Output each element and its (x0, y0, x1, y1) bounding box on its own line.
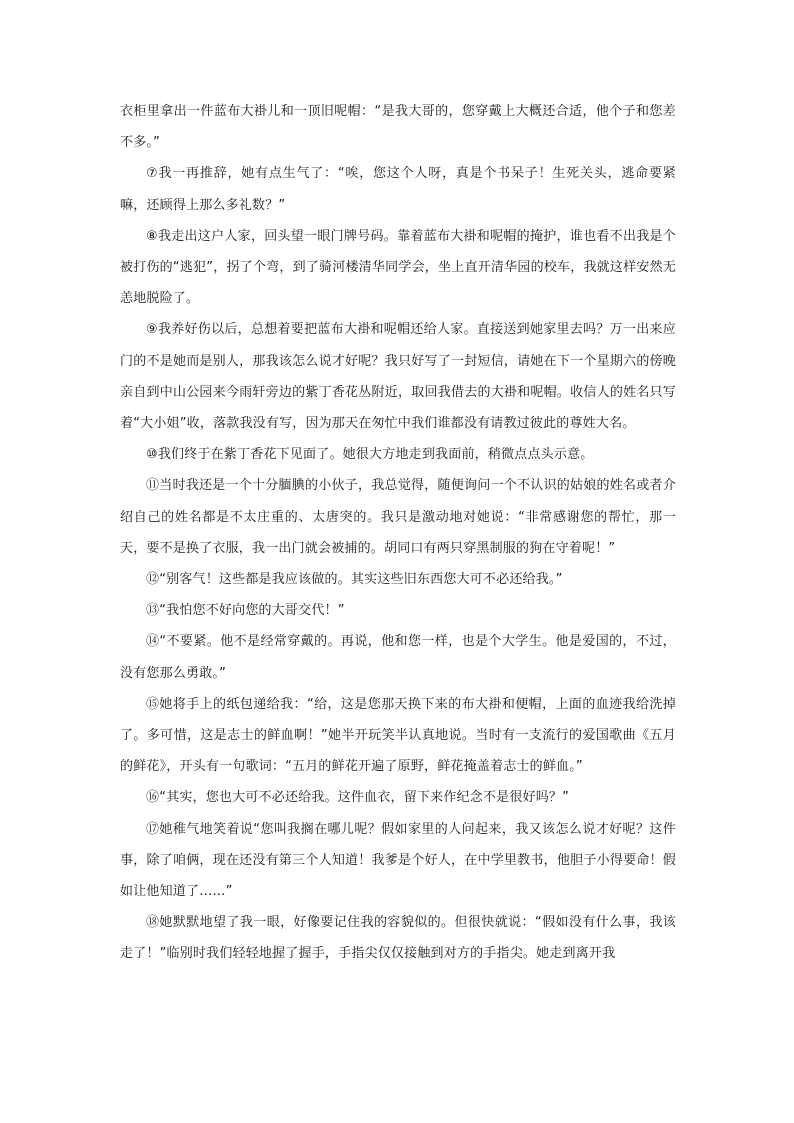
paragraph-14: ⑭“不要紧。他不是经常穿戴的。再说，他和您一样，也是个大学生。他是爱国的，不过，没有您那么勇敢。” (120, 634, 676, 681)
paragraph-12: ⑫“别客气！这些都是我应该做的。其实这些旧东西您大可不必还给我。” (146, 572, 563, 588)
paragraph-18: ⑱她默默地望了我一眼，好像要记住我的容貌似的。但很快就说：“假如没有什么事，我该走了！”临别时我们轻轻地握了握手，手指尖仅仅接触到对方的手指尖。她走到离开我 (120, 915, 676, 962)
paragraph-7: ⑦我一再推辞，她有点生气了：“唉，您这个人呀，真是个书呆子！生死关头，逃命要紧嘛，还顾得上那么多礼数？” (120, 166, 676, 213)
paragraph-continuation: 衣柜里拿出一件蓝布大褂儿和一顶旧呢帽：“是我大哥的，您穿戴上大概还合适，他个子和您差不多。” (120, 104, 676, 151)
paragraph-16: ⑯“其实，您也大可不必还给我。这件血衣，留下来作纪念不是很好吗？” (146, 790, 570, 806)
paragraph-15: ⑮她将手上的纸包递给我：“给，这是您那天换下来的布大褂和便帽，上面的血迹我给洗掉了。多可惜，这是志士的鲜血啊！”她半开玩笑半认真地说。当时有一支流行的爱国歌曲《五月的鲜花》，开头有一句歌词：“五月的鲜花开遍了原野，鲜花掩盖着志士的鲜血。” (120, 696, 676, 775)
paragraph-13: ⑬“我怕您不好向您的大哥交代！” (146, 603, 345, 619)
paragraph-9: ⑨我养好伤以后，总想着要把蓝布大褂和呢帽还给人家。直接送到她家里去吗？万一出来应门的不是她而是别人，那我该怎么说才好呢？我只好写了一封短信，请她在下一个星期六的傍晚亲自到中山公园来今雨轩旁边的紫丁香花丛附近，取回我借去的大褂和呢帽。收信人的姓名只写着“大小姐”收，落款我没有写，因为那天在匆忙中我们谁都没有请教过彼此的尊姓大名。 (120, 322, 676, 432)
paragraph-8: ⑧我走出这户人家，回头望一眼门牌号码。靠着蓝布大褂和呢帽的掩护，谁也看不出我是个被打伤的“逃犯”，拐了个弯，到了骑河楼清华同学会，坐上直开清华园的校车，我就这样安然无恙地脱险了。 (120, 228, 676, 307)
paragraph-11: ⑪当时我还是一个十分腼腆的小伙子，我总觉得，随便询问一个不认识的姑娘的姓名或者介绍自己的姓名都是不太庄重的、太唐突的。我只是激动地对她说：“非常感谢您的帮忙，那一天，要不是换了衣服，我一出门就会被捕的。胡同口有两只穿黑制服的狗在守着呢！” (120, 478, 676, 556)
paragraph-10: ⑩我们终于在紫丁香花下见面了。她很大方地走到我面前，稍微点点头示意。 (146, 447, 594, 463)
paragraph-17: ⑰她稚气地笑着说“您叫我搁在哪儿呢？假如家里的人问起来，我又该怎么说才好呢？这件事，除了咱俩，现在还没有第三个人知道！我爹是个好人，在中学里教书，他胆子小得要命！假如让他知道了……” (120, 821, 676, 900)
body-text (120, 96, 676, 970)
